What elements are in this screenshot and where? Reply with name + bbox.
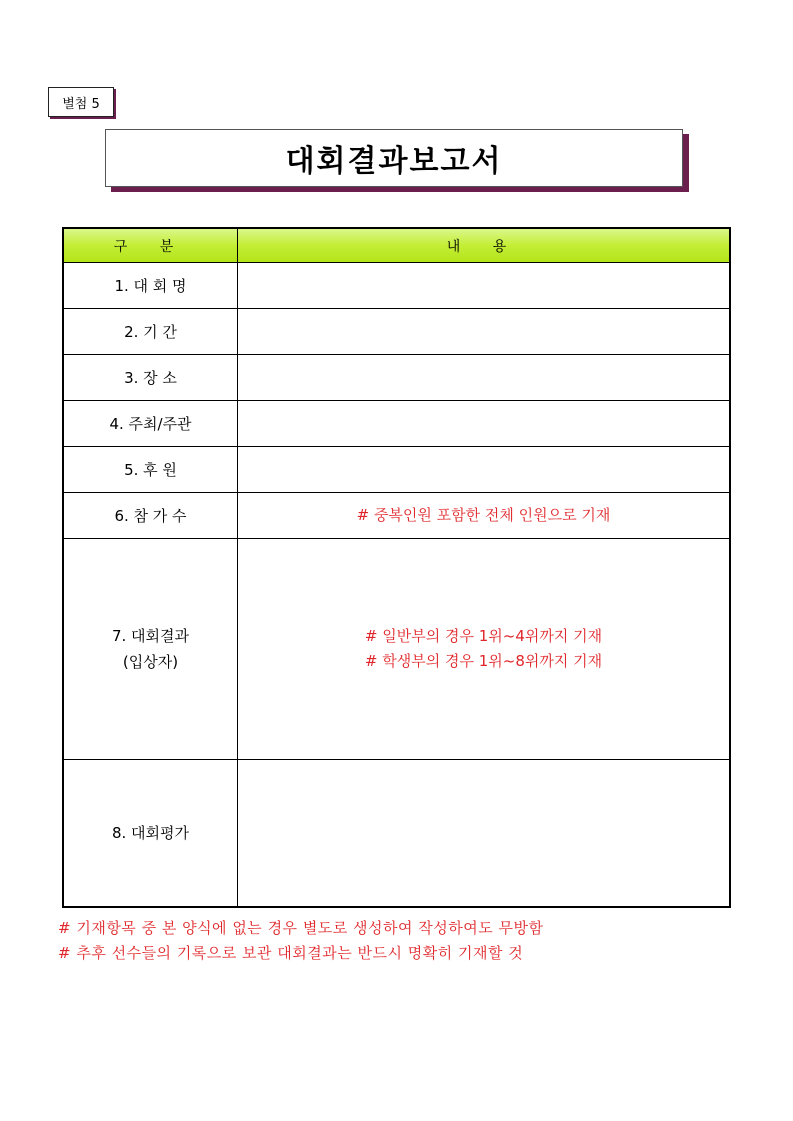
row-label-venue: 3. 장 소 [63, 355, 238, 401]
table-row [63, 539, 730, 760]
table-row [63, 263, 730, 309]
row-label-evaluation: 8. 대회평가 [63, 760, 238, 907]
row-content-evaluation[interactable] [238, 760, 731, 907]
row-content-results[interactable] [238, 539, 731, 760]
attachment-tag-label: 별첨 5 [62, 96, 100, 112]
attachment-tag [48, 87, 114, 117]
results-note-student: # 학생부의 경우 1위~8위까지 기재 [364, 652, 603, 670]
footnote-2: # 추후 선수들의 기록으로 보관 대회결과는 반드시 명확히 기재할 것 [58, 944, 524, 962]
title-box [105, 129, 683, 187]
results-label-line2: (입상자) [122, 653, 179, 671]
table-row [63, 355, 730, 401]
table-row [63, 493, 730, 539]
table-row [63, 401, 730, 447]
row-label-participants: 6. 참 가 수 [63, 493, 238, 539]
row-label-results [63, 539, 238, 760]
row-label-period: 2. 기 간 [63, 309, 238, 355]
header-category: 구 분 [63, 228, 238, 263]
table-row [63, 760, 730, 907]
results-label-line1: 7. 대회결과 [111, 627, 190, 645]
header-content: 내 용 [238, 228, 731, 263]
footnote-1: # 기재항목 중 본 양식에 없는 경우 별도로 생성하여 작성하여도 무방함 [58, 919, 544, 937]
participants-note: # 중복인원 포함한 전체 인원으로 기재 [356, 506, 611, 524]
row-content-participants[interactable] [238, 493, 731, 539]
row-content-event-name[interactable] [238, 263, 731, 309]
table-header-row [63, 228, 730, 263]
table-row [63, 447, 730, 493]
row-label-event-name: 1. 대 회 명 [63, 263, 238, 309]
row-content-venue[interactable] [238, 355, 731, 401]
row-label-sponsor: 5. 후 원 [63, 447, 238, 493]
row-content-sponsor[interactable] [238, 447, 731, 493]
footnotes [58, 916, 543, 966]
table-row [63, 309, 730, 355]
row-content-organizer[interactable] [238, 401, 731, 447]
report-table [62, 227, 731, 908]
document-title: 대회결과보고서 [285, 144, 503, 179]
row-content-period[interactable] [238, 309, 731, 355]
results-note-general: # 일반부의 경우 1위~4위까지 기재 [364, 627, 603, 645]
row-label-organizer: 4. 주최/주관 [63, 401, 238, 447]
